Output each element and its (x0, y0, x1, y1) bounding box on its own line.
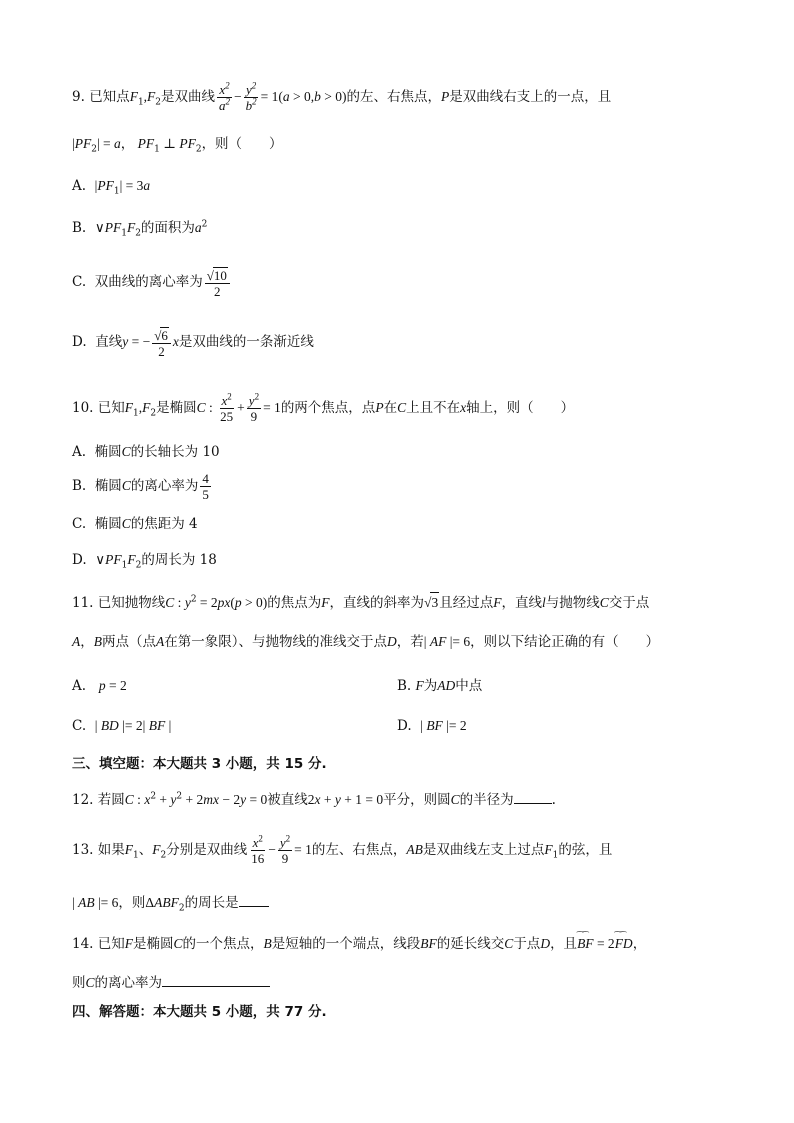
q13-number: 13. (72, 842, 94, 858)
q14-line1: 14. 已知F是椭圆C的一个焦点，B是短轴的一个端点，线段BF的延长线交C于点D，且‿‿ BF = 2‿‿ FD， (72, 934, 734, 954)
q14-line2: 则C的离心率为 (72, 972, 734, 993)
q12-line: 12. 若圆C : $x^2 + y^2 + 2mx - 2y = 0$被直线2x + y + 1 = 0平分，则圆C的半径为 . (72, 789, 734, 810)
q10-line1: 10. 已知$F_1,F_2$是椭圆C : $\frac{x^2}{25}$ + $\frac{y^2}{9}$ = 1的两个焦点，点P在C上且不在x轴上，则（ ） (72, 391, 575, 424)
q11-line2: A，B两点（点A在第一象限）、与抛物线的准线交于点D，若| AF |= 6，则以下结论正确的有（ ） (72, 634, 660, 650)
q11-option-d: D. | BF |= 2 (397, 718, 467, 734)
q13-line1: 13. 如果$F_1$、$F_2$分别是双曲线 $\frac{x^2}{16}$ − $\frac{y^2}{9}$ = 1的左、右焦点，AB是双曲线左支上过点$F_1$的弦，且 (72, 833, 613, 866)
q13-line2: | AB |= 6，则$\Delta ABF_2$的周长是 (72, 892, 734, 913)
q14-answer-blank[interactable] (162, 972, 270, 987)
section-4-heading: 四、解答题：本大题共 5 小题，共 77 分. (72, 1004, 327, 1020)
q11-option-c: C. | BD |= 2| BF | (72, 718, 172, 734)
q9-option-a: A. $|PF_1| = 3a$ (72, 178, 151, 197)
q14-number: 14. (72, 936, 94, 952)
q10-option-c: C. 椭圆C的焦距为 4 (72, 516, 198, 532)
q12-answer-blank[interactable] (514, 789, 552, 804)
q9-option-d: D. 直线y = − $\frac{√6}{2}$ x是双曲线的一条渐近线 (72, 327, 314, 359)
q10-option-b: B. 椭圆C的离心率为 $\frac{4}{5}$ (72, 471, 209, 502)
q9-number: 9. (72, 89, 85, 105)
q10-number: 10. (72, 400, 94, 416)
q12-number: 12. (72, 792, 94, 808)
q10-option-a: A. 椭圆C的长轴长为 10 (72, 444, 220, 460)
q9-option-b: B. $\vee PF_1F_2$的面积为$a^2$ (72, 219, 208, 239)
section-3-heading: 三、填空题：本大题共 3 小题，共 15 分. (72, 756, 327, 772)
q11-option-a: A. p = 2 (72, 678, 127, 694)
q9-line1: 9. 已知点$F_1,F_2$是双曲线 $\frac{x^2}{a^2}$ − $\frac{y^2}{b^2}$ = 1(a > 0,b > 0)的左、右焦点，P是双曲线右支上的一点，且 (72, 80, 612, 113)
q11-number: 11. (72, 595, 94, 611)
q13-answer-blank[interactable] (239, 892, 269, 907)
q11-option-b: B. F为AD中点 (397, 678, 483, 694)
q9-option-c: C. 双曲线的离心率为 $\frac{√10}{2}$ (72, 262, 734, 302)
q10-option-d: D. $\vee PF_1F_2$的周长为 18 (72, 552, 217, 571)
q9-line2: $|PF_2| = a$， $PF_1$ ⊥ $PF_2$，则（ ） (72, 136, 283, 155)
q11-line1: 11. 已知抛物线C : $y^2 = 2px(p > 0)$的焦点为F，直线的斜率为√3且经过点F，直线l与抛物线C交于点 (72, 592, 734, 613)
